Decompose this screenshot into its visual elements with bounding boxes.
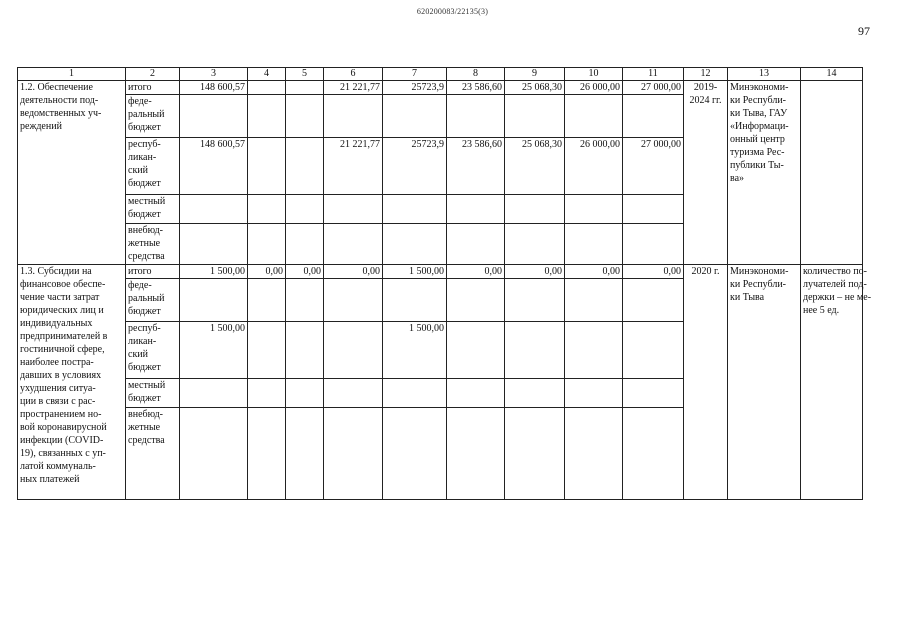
value-cell-c11: [623, 408, 684, 500]
column-header-11: 11: [623, 68, 684, 81]
result-cell: [801, 81, 863, 265]
value-cell-c7: [383, 408, 447, 500]
value-cell-c10: [565, 224, 623, 265]
funding-source-cell: [126, 408, 180, 500]
text-line: инфекции (COVID-: [20, 435, 104, 446]
value-cell-c4: [248, 224, 286, 265]
text-line: давших в условиях: [20, 370, 102, 381]
value-cell-c3: [180, 279, 248, 322]
value-cell-c5: [286, 195, 324, 224]
column-header-4: 4: [248, 68, 286, 81]
text-line: средства: [128, 251, 165, 262]
value-cell-c8: 0,00: [447, 265, 505, 279]
value-cell-c10: 26 000,00: [565, 81, 623, 95]
document-code: 620200083/22135(3): [416, 7, 489, 16]
text-line: феде-: [128, 96, 152, 107]
text-line: итого: [128, 266, 152, 277]
text-line: нее 5 ед.: [803, 305, 840, 316]
value-cell-c10: [565, 379, 623, 408]
value-cell-c4: [248, 379, 286, 408]
value-cell-c8: [447, 379, 505, 408]
funding-source-cell: [126, 379, 180, 408]
value-cell-c4: [248, 95, 286, 138]
value-cell-c9: [505, 95, 565, 138]
value-cell-c7: 25723,9: [383, 138, 447, 195]
value-cell-c3: [180, 379, 248, 408]
value-cell-c11: 27 000,00: [623, 81, 684, 95]
value-cell-c8: [447, 322, 505, 379]
text-line: держки – не ме-: [803, 292, 872, 303]
text-line: 2019-: [693, 82, 718, 93]
value-cell-c4: [248, 322, 286, 379]
value-cell-c11: [623, 322, 684, 379]
text-line: предпринимателей в: [20, 331, 108, 342]
value-cell-c6: [324, 195, 383, 224]
text-line: 1.2. Обеспечение: [20, 82, 93, 93]
column-header-5: 5: [286, 68, 324, 81]
value-cell-c6: [324, 379, 383, 408]
funding-source-cell: [126, 95, 180, 138]
activity-name-cell: [18, 265, 126, 500]
text-line: ки Республи-: [730, 279, 786, 290]
value-cell-c6: 21 221,77: [324, 138, 383, 195]
value-cell-c5: [286, 379, 324, 408]
column-header-8: 8: [447, 68, 505, 81]
value-cell-c6: [324, 408, 383, 500]
text-line: юридических лиц и: [20, 305, 104, 316]
text-line: чение части затрат: [20, 292, 100, 303]
value-cell-c6: 21 221,77: [324, 81, 383, 95]
value-cell-c4: [248, 408, 286, 500]
value-cell-c3: [180, 95, 248, 138]
text-line: ский: [128, 165, 148, 176]
text-line: жетные: [128, 422, 161, 433]
text-line: средства: [128, 435, 165, 446]
result-cell: [801, 265, 872, 500]
value-cell-c10: [565, 279, 623, 322]
value-cell-c9: [505, 224, 565, 265]
text-line: лучателей под-: [803, 279, 867, 290]
column-header-1: 1: [18, 68, 126, 81]
value-cell-c6: [324, 322, 383, 379]
text-line: ский: [128, 349, 148, 360]
value-cell-c4: [248, 138, 286, 195]
text-line: наиболее постра-: [20, 357, 94, 368]
text-line: итого: [128, 82, 152, 93]
value-cell-c6: 0,00: [324, 265, 383, 279]
text-line: 2020 г.: [691, 266, 720, 277]
text-line: 2024 гг.: [689, 95, 722, 106]
text-line: ки Республи-: [730, 95, 786, 106]
value-cell-c6: [324, 95, 383, 138]
value-cell-c6: [324, 224, 383, 265]
value-cell-c4: [248, 81, 286, 95]
text-line: туризма Рес-: [730, 147, 785, 158]
value-cell-c7: [383, 95, 447, 138]
value-cell-c5: [286, 138, 324, 195]
value-cell-c6: [324, 279, 383, 322]
value-cell-c7: [383, 195, 447, 224]
text-line: деятельности под-: [20, 95, 99, 106]
value-cell-c3: 1 500,00: [180, 322, 248, 379]
value-cell-c9: [505, 379, 565, 408]
value-cell-c10: 0,00: [565, 265, 623, 279]
value-cell-c5: [286, 224, 324, 265]
text-line: ва»: [730, 173, 745, 184]
text-line: внебюд-: [128, 225, 163, 236]
funding-source-cell: [126, 322, 180, 379]
text-line: 19), связанных с уп-: [20, 448, 106, 459]
value-cell-c4: 0,00: [248, 265, 286, 279]
value-cell-c3: 148 600,57: [180, 138, 248, 195]
responsible-cell: [728, 265, 801, 500]
text-line: вой коронавирусной: [20, 422, 107, 433]
value-cell-c3: [180, 195, 248, 224]
text-line: ки Тыва: [730, 292, 765, 303]
column-header-10: 10: [565, 68, 623, 81]
table-row: [18, 81, 863, 95]
column-header-9: 9: [505, 68, 565, 81]
value-cell-c8: 23 586,60: [447, 81, 505, 95]
value-cell-c9: [505, 279, 565, 322]
text-line: онный центр: [730, 134, 785, 145]
value-cell-c8: 23 586,60: [447, 138, 505, 195]
value-cell-c3: 148 600,57: [180, 81, 248, 95]
value-cell-c9: [505, 408, 565, 500]
value-cell-c9: [505, 322, 565, 379]
value-cell-c11: [623, 95, 684, 138]
table-row: [18, 265, 863, 279]
column-header-13: 13: [728, 68, 801, 81]
funding-source-cell: [126, 265, 180, 279]
text-line: ральный: [128, 293, 165, 304]
value-cell-c4: [248, 195, 286, 224]
value-cell-c7: [383, 279, 447, 322]
value-cell-c8: [447, 408, 505, 500]
value-cell-c10: [565, 322, 623, 379]
value-cell-c7: 1 500,00: [383, 322, 447, 379]
page-number: 97: [858, 24, 870, 38]
text-line: бюджет: [128, 209, 161, 220]
text-line: местный: [128, 196, 166, 207]
value-cell-c9: 25 068,30: [505, 81, 565, 95]
column-header-6: 6: [324, 68, 383, 81]
text-line: респуб-: [128, 323, 161, 334]
value-cell-c5: [286, 408, 324, 500]
funding-source-cell: [126, 81, 180, 95]
text-line: ликан-: [128, 336, 157, 347]
text-line: ведомственных уч-: [20, 108, 102, 119]
text-line: индивидуальных: [20, 318, 93, 329]
value-cell-c3: [180, 408, 248, 500]
text-line: феде-: [128, 280, 152, 291]
text-line: ликан-: [128, 152, 157, 163]
text-line: ральный: [128, 109, 165, 120]
value-cell-c11: 0,00: [623, 265, 684, 279]
text-line: Минэкономи-: [730, 266, 789, 277]
text-line: бюджет: [128, 122, 161, 133]
value-cell-c10: 26 000,00: [565, 138, 623, 195]
value-cell-c4: [248, 279, 286, 322]
value-cell-c7: [383, 224, 447, 265]
value-cell-c11: [623, 279, 684, 322]
value-cell-c8: [447, 224, 505, 265]
text-line: реждений: [20, 121, 62, 132]
value-cell-c9: 25 068,30: [505, 138, 565, 195]
column-header-12: 12: [684, 68, 728, 81]
funding-source-cell: [126, 279, 180, 322]
text-line: местный: [128, 380, 166, 391]
column-header-3: 3: [180, 68, 248, 81]
value-cell-c3: [180, 224, 248, 265]
column-header-2: 2: [126, 68, 180, 81]
value-cell-c10: [565, 408, 623, 500]
value-cell-c10: [565, 195, 623, 224]
text-line: бюджет: [128, 178, 161, 189]
text-line: латой коммуналь-: [20, 461, 96, 472]
text-line: Минэкономи-: [730, 82, 789, 93]
funding-source-cell: [126, 138, 180, 195]
activity-name-cell: [18, 81, 126, 265]
funding-source-cell: [126, 195, 180, 224]
value-cell-c11: [623, 195, 684, 224]
period-cell: [684, 265, 728, 500]
value-cell-c9: 0,00: [505, 265, 565, 279]
funding-source-cell: [126, 224, 180, 265]
value-cell-c11: 27 000,00: [623, 138, 684, 195]
text-line: пространением но-: [20, 409, 102, 420]
value-cell-c8: [447, 279, 505, 322]
value-cell-c3: 1 500,00: [180, 265, 248, 279]
text-line: публики Ты-: [730, 160, 784, 171]
value-cell-c8: [447, 95, 505, 138]
period-cell: [684, 81, 728, 265]
program-table: [17, 67, 872, 500]
value-cell-c5: [286, 95, 324, 138]
value-cell-c5: [286, 322, 324, 379]
text-line: бюджет: [128, 393, 161, 404]
value-cell-c11: [623, 379, 684, 408]
text-line: ции в связи с рас-: [20, 396, 96, 407]
text-line: ухудшения ситуа-: [20, 383, 96, 394]
text-line: «Информаци-: [730, 121, 789, 132]
value-cell-c7: 1 500,00: [383, 265, 447, 279]
column-header-7: 7: [383, 68, 447, 81]
responsible-cell: [728, 81, 801, 265]
value-cell-c7: 25723,9: [383, 81, 447, 95]
value-cell-c8: [447, 195, 505, 224]
value-cell-c5: 0,00: [286, 265, 324, 279]
value-cell-c11: [623, 224, 684, 265]
text-line: бюджет: [128, 306, 161, 317]
text-line: внебюд-: [128, 409, 163, 420]
text-line: жетные: [128, 238, 161, 249]
text-line: ных платежей: [20, 474, 80, 485]
text-line: финансовое обеспе-: [20, 279, 106, 290]
value-cell-c5: [286, 279, 324, 322]
text-line: 1.3. Субсидии на: [20, 266, 92, 277]
value-cell-c10: [565, 95, 623, 138]
column-header-14: 14: [801, 68, 863, 81]
value-cell-c7: [383, 379, 447, 408]
text-line: ки Тыва, ГАУ: [730, 108, 788, 119]
table-header-row: [18, 68, 863, 81]
text-line: респуб-: [128, 139, 161, 150]
value-cell-c5: [286, 81, 324, 95]
text-line: бюджет: [128, 362, 161, 373]
value-cell-c9: [505, 195, 565, 224]
text-line: гостиничной сфере,: [20, 344, 105, 355]
text-line: количество по-: [803, 266, 867, 277]
